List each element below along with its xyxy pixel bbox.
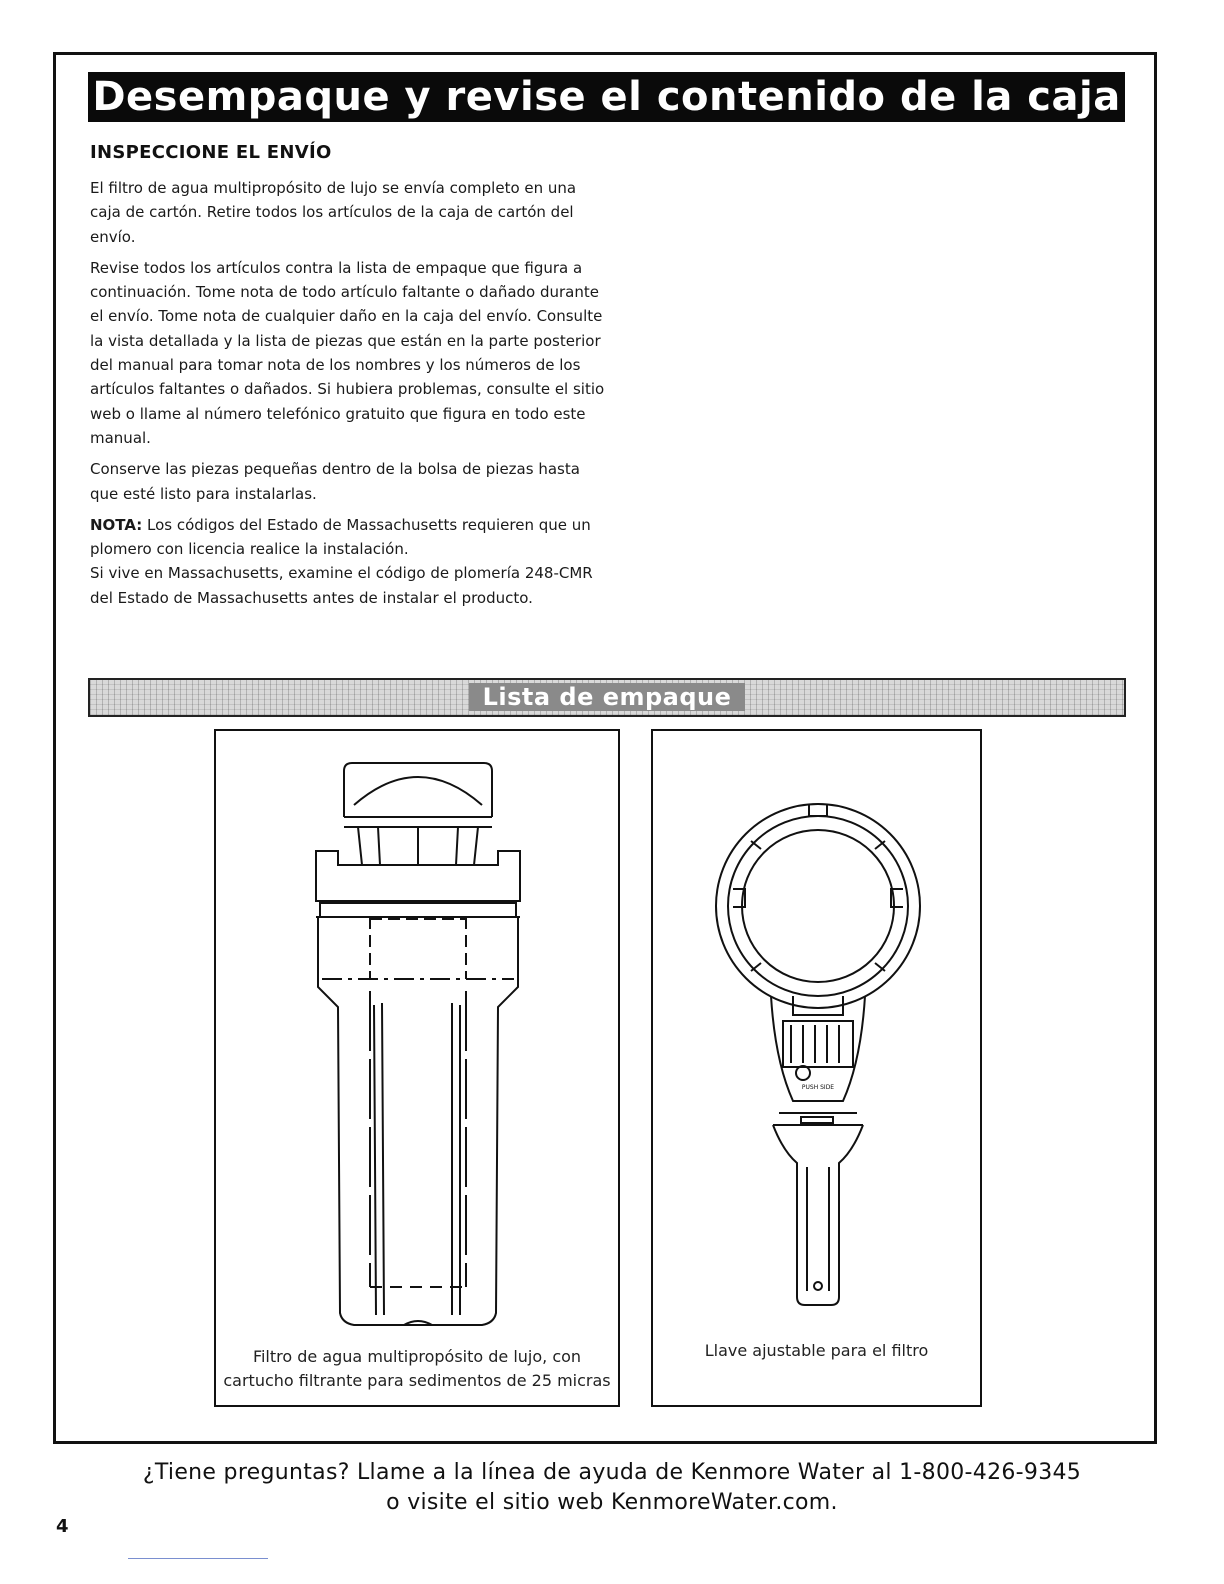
- page-title: Desempaque y revise el contenido de la caja: [88, 72, 1125, 122]
- help-footer: [0, 1458, 1224, 1518]
- packing-list-banner: [88, 678, 1126, 717]
- filter-caption: [216, 1345, 618, 1393]
- filter-caption-line2: cartucho filtrante para sedimentos de 25 micras: [223, 1371, 611, 1390]
- packing-item-filter: [214, 729, 620, 1407]
- filter-caption-line1: Filtro de agua multipropósito de lujo, con: [252, 1347, 582, 1366]
- packing-list-title: [90, 680, 1124, 715]
- push-side-label: PUSH SIDE: [801, 1084, 835, 1091]
- filter-wrench-illustration: [713, 771, 923, 1311]
- inspection-text: [90, 176, 610, 617]
- page-number: 4: [56, 1516, 69, 1537]
- packing-item-wrench: [651, 729, 982, 1407]
- scan-artifact-line: [128, 1558, 268, 1559]
- filter-housing-illustration: [308, 747, 528, 1337]
- paragraph-massachusetts: Si vive en Massachusetts, examine el código de plomería 248-CMR del Estado de Massachusetts antes de instalar el producto.: [90, 564, 593, 607]
- note-text: Los códigos del Estado de Massachusetts requieren que un plomero con licencia realice la instalación.: [90, 515, 591, 559]
- paragraph-check-items: Revise todos los artículos contra la lista de empaque que figura a continuación. Tome nota de todo artículo faltante o dañado durante el envío. Tome nota de cualquier daño en la caja del envío. Consulte la vista detallada y la lista de piezas que están en la parte posterior del manual para tomar nota de los nombres y los números de los artículos faltantes o dañados. Si hubiera problemas, consulte el sitio web o llame al número telefónico gratuito que figura en todo este manual.: [90, 258, 605, 447]
- packing-list-title-text: Lista de empaque: [469, 683, 746, 711]
- paragraph-keep-parts: Conserve las piezas pequeñas dentro de la bolsa de piezas hasta que esté listo para instalarlas.: [90, 460, 580, 503]
- help-line-phone: ¿Tiene preguntas? Llame a la línea de ayuda de Kenmore Water al 1-800-426-9345: [142, 1460, 1082, 1485]
- note-label: NOTA:: [90, 515, 143, 534]
- section-heading: INSPECCIONE EL ENVÍO: [90, 142, 332, 163]
- wrench-caption: Llave ajustable para el filtro: [704, 1341, 929, 1360]
- paragraph-shipping: El filtro de agua multipropósito de lujo se envía completo en una caja de cartón. Retire todos los artículos de la caja de cartón del envío.: [90, 179, 577, 246]
- help-line-website: o visite el sitio web KenmoreWater.com.: [386, 1490, 838, 1515]
- note-paragraph: [90, 513, 610, 562]
